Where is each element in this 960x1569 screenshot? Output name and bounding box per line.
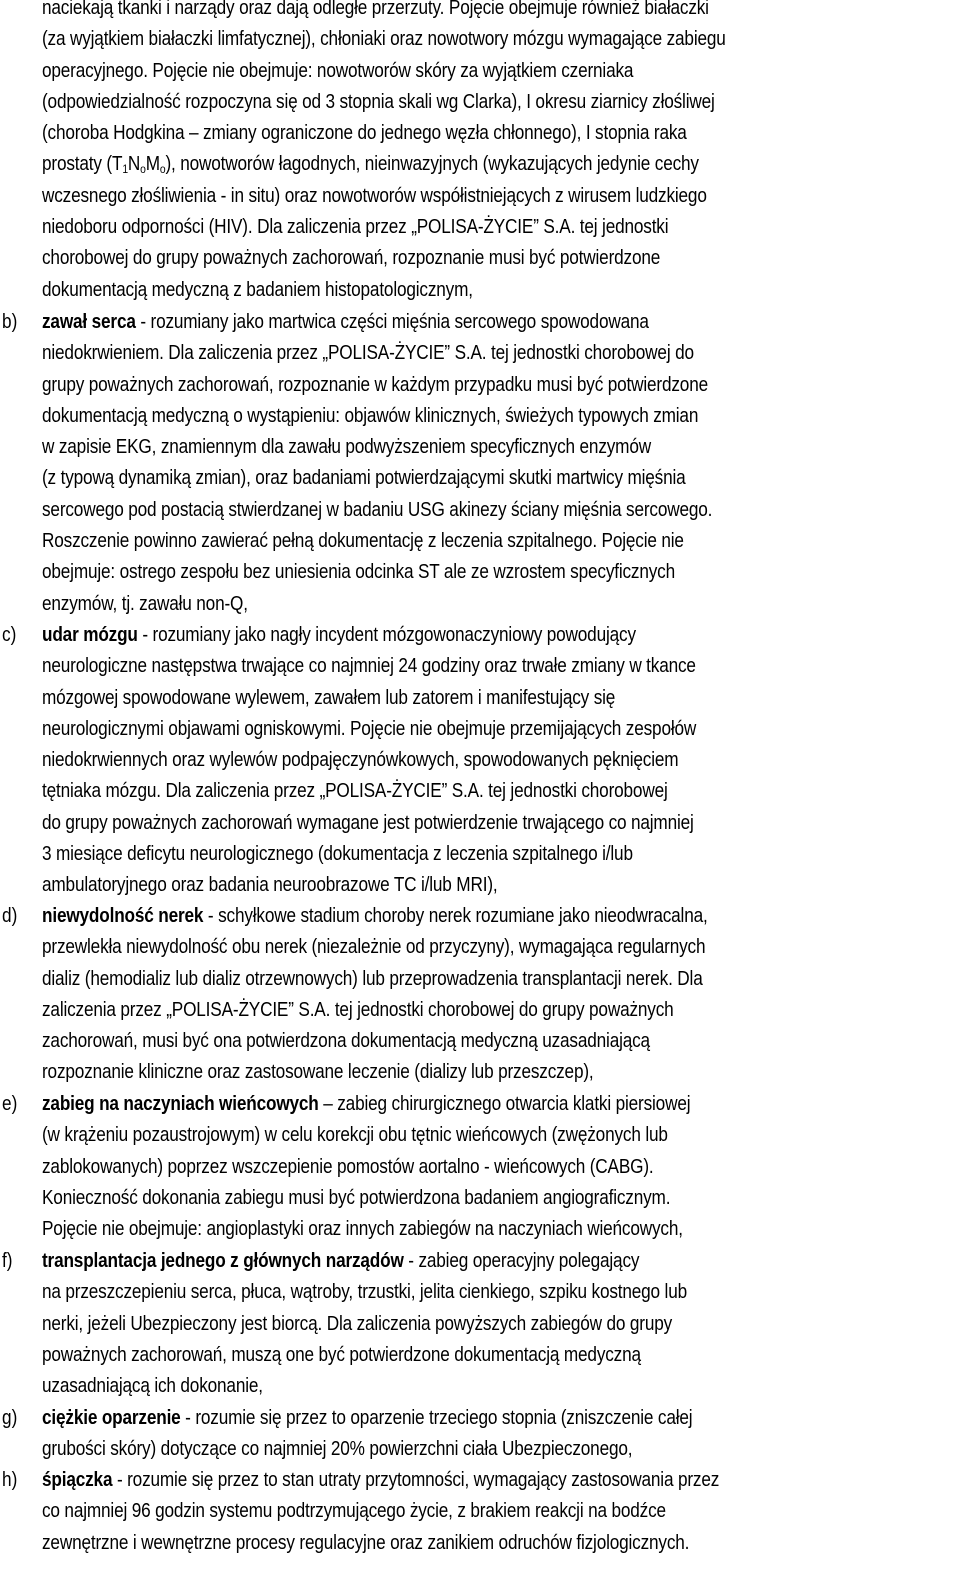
subscript: 1 bbox=[122, 162, 128, 177]
list-marker: b) bbox=[2, 311, 18, 333]
item-line bbox=[42, 620, 828, 651]
item-line: Roszczenie powinno zawierać pełną dokumentację z leczenia szpitalnego. Pojęcie nie bbox=[42, 530, 684, 553]
item-line: rozpoznanie kliniczne oraz zastosowane leczenie (dializy lub przeszczep), bbox=[42, 1061, 594, 1084]
list-marker: f) bbox=[2, 1250, 13, 1272]
item-line: tętniaka mózgu. Dla zaliczenia przez „POLISA-ŻYCIE” S.A. tej jednostki chorobowej bbox=[42, 780, 668, 803]
item-line: poważnych zachorowań, muszą one być potwierdzone dokumentacją medyczną bbox=[42, 1343, 641, 1366]
item-line bbox=[42, 1089, 828, 1120]
intro-line: niedoboru odporności (HIV). Dla zaliczenia przez „POLISA-ŻYCIE” S.A. tej jednostki bbox=[42, 216, 669, 239]
term-label: śpiączka bbox=[42, 1469, 113, 1491]
list-item-text bbox=[42, 620, 956, 902]
item-line: niedokrwiennych oraz wylewów podpajęczynówkowych, spowodowanych pęknięciem bbox=[42, 749, 679, 772]
intro-text: N bbox=[127, 153, 141, 176]
intro-text: ), nowotworów łagodnych, nieinwazyjnych (wykazujących jedynie cechy bbox=[165, 153, 699, 176]
list-item-text bbox=[42, 1465, 956, 1559]
intro-line: operacyjnego. Pojęcie nie obejmuje: nowotworów skóry za wyjątkiem czerniaka bbox=[42, 59, 634, 82]
intro-line: naciekają tkanki i narządy oraz dają odległe przerzuty. Pojęcie obejmuje również białaczki bbox=[42, 0, 709, 19]
item-line: co najmniej 96 godzin systemu podtrzymującego życie, z brakiem reakcji na bodźce bbox=[42, 1500, 666, 1523]
term-label: zabieg na naczyniach wieńcowych bbox=[42, 1093, 319, 1115]
item-line: zablokowanych) poprzez wszczepienie pomostów aortalno - wieńcowych (CABG). bbox=[42, 1155, 654, 1178]
item-line: enzymów, tj. zawału non-Q, bbox=[42, 592, 248, 615]
item-line: sercowego pod postacią stwierdzanej w badaniu USG akinezy ściany mięśnia sercowego. bbox=[42, 498, 713, 521]
intro-line: dokumentacją medyczną z badaniem histopatologicznym, bbox=[42, 278, 473, 301]
item-line: Konieczność dokonania zabiegu musi być potwierdzona badaniem angiograficznym. bbox=[42, 1186, 671, 1209]
list-item-text bbox=[42, 1089, 956, 1245]
item-line bbox=[42, 1403, 828, 1434]
item-line: (z typową dynamiką zmian), oraz badaniami potwierdzającymi skutki martwicy mięśnia bbox=[42, 467, 686, 490]
list-item-text bbox=[42, 1403, 956, 1466]
item-line: uzasadniającą ich dokonanie, bbox=[42, 1375, 263, 1398]
intro-text: prostaty (T bbox=[42, 153, 123, 176]
item-line: nerki, jeżeli Ubezpieczony jest biorcą. Dla zaliczenia powyższych zabiegów do grupy bbox=[42, 1312, 673, 1335]
subscript: o bbox=[140, 162, 146, 177]
item-line bbox=[42, 1465, 828, 1496]
item-line bbox=[42, 901, 828, 932]
subscript: o bbox=[159, 162, 166, 177]
item-line: grupy poważnych zachorowań, rozpoznanie w każdym przypadku musi być potwierdzone bbox=[42, 373, 708, 396]
term-label: zawał serca bbox=[42, 311, 136, 333]
item-text: - rozumie się przez to oparzenie trzeciego stopnia (zniszczenie całej bbox=[180, 1407, 693, 1429]
list-marker: g) bbox=[2, 1407, 18, 1429]
list-item-text bbox=[42, 307, 956, 620]
item-text: - rozumiany jako martwica części mięśnia sercowego spowodowana bbox=[135, 311, 649, 333]
list-marker: c) bbox=[2, 624, 17, 646]
item-line: na przeszczepieniu serca, płuca, wątroby, trzustki, jelita cienkiego, szpiku kostnego lub bbox=[42, 1281, 687, 1304]
intro-line: (za wyjątkiem białaczki limfatycznej), chłoniaki oraz nowotwory mózgu wymagające zabiegu bbox=[42, 28, 726, 51]
item-line: 3 miesiące deficytu neurologicznego (dokumentacja z leczenia szpitalnego i/lub bbox=[42, 843, 633, 866]
intro-line: wczesnego złośliwienia - in situ) oraz nowotworów współistniejących z wirusem ludzkiego bbox=[42, 184, 707, 207]
item-line: niedokrwieniem. Dla zaliczenia przez „POLISA-ŻYCIE” S.A. tej jednostki chorobowej do bbox=[42, 342, 694, 365]
term-label: niewydolność nerek bbox=[42, 905, 204, 927]
intro-paragraph bbox=[42, 0, 956, 306]
item-line bbox=[42, 1246, 828, 1277]
item-line: (w krążeniu pozaustrojowym) w celu korekcji obu tętnic wieńcowych (zwężonych lub bbox=[42, 1124, 668, 1147]
intro-line bbox=[42, 149, 828, 180]
item-text: - zabieg operacyjny polegający bbox=[403, 1250, 640, 1272]
item-text: – zabieg chirurgicznego otwarcia klatki piersiowej bbox=[318, 1093, 691, 1115]
intro-line: (choroba Hodgkina – zmiany ograniczone do jednego węzła chłonnego), I stopnia raka bbox=[42, 122, 687, 145]
item-line: grubości skóry) dotyczące co najmniej 20% powierzchni ciała Ubezpieczonego, bbox=[42, 1438, 633, 1461]
item-line: ambulatoryjnego oraz badania neuroobrazowe TC i/lub MRI), bbox=[42, 874, 498, 897]
intro-text: M bbox=[145, 153, 160, 176]
item-line: dokumentacją medyczną o wystąpieniu: objawów klinicznych, świeżych typowych zmian bbox=[42, 404, 699, 427]
list-item-text bbox=[42, 901, 956, 1089]
item-line: zaliczenia przez „POLISA-ŻYCIE” S.A. tej jednostki chorobowej do grupy poważnych bbox=[42, 998, 674, 1021]
item-line: neurologicznymi objawami ogniskowymi. Pojęcie nie obejmuje przemijających zespołów bbox=[42, 717, 697, 740]
item-line: neurologiczne następstwa trwające co najmniej 24 godziny oraz trwałe zmiany w tkance bbox=[42, 655, 696, 678]
item-line: zewnętrzne i wewnętrzne procesy regulacyjne oraz zanikiem odruchów fizjologicznych. bbox=[42, 1531, 690, 1554]
item-line: w zapisie EKG, znamiennym dla zawału podwyższeniem specyficznych enzymów bbox=[42, 436, 651, 459]
list-marker: h) bbox=[2, 1469, 18, 1491]
term-label: transplantacja jednego z głównych narządów bbox=[42, 1250, 404, 1272]
item-line: zachorowań, musi być ona potwierdzona dokumentacją medyczną uzasadniającą bbox=[42, 1030, 650, 1053]
list-marker: d) bbox=[2, 905, 18, 927]
item-line: Pojęcie nie obejmuje: angioplastyki oraz innych zabiegów na naczyniach wieńcowych, bbox=[42, 1218, 683, 1241]
item-line: do grupy poważnych zachorowań wymagane jest potwierdzenie trwającego co najmniej bbox=[42, 811, 694, 834]
item-line: dializ (hemodializ lub dializ otrzewnowych) lub przeprowadzenia transplantacji nerek. Dla bbox=[42, 967, 703, 990]
list-marker: e) bbox=[2, 1093, 18, 1115]
intro-line: (odpowiedzialność rozpoczyna się od 3 stopnia skali wg Clarka), I okresu ziarnicy złośliwej bbox=[42, 90, 715, 113]
item-text: - rozumie się przez to stan utraty przytomności, wymagający zastosowania przez bbox=[112, 1469, 720, 1491]
list-item-text bbox=[42, 1246, 956, 1402]
item-text: - rozumiany jako nagły incydent mózgowonaczyniowy powodujący bbox=[137, 624, 636, 646]
item-line: mózgowej spowodowane wylewem, zawałem lub zatorem i manifestujący się bbox=[42, 686, 616, 709]
item-line bbox=[42, 307, 828, 338]
item-line: obejmuje: ostrego zespołu bez uniesienia odcinka ST ale ze wzrostem specyficznych bbox=[42, 561, 676, 584]
term-label: udar mózgu bbox=[42, 624, 138, 646]
item-text: - schyłkowe stadium choroby nerek rozumiane jako nieodwracalna, bbox=[203, 905, 708, 927]
term-label: ciężkie oparzenie bbox=[42, 1407, 181, 1429]
item-line: przewlekła niewydolność obu nerek (niezależnie od przyczyny), wymagająca regularnych bbox=[42, 936, 706, 959]
intro-line: chorobowej do grupy poważnych zachorowań, rozpoznanie musi być potwierdzone bbox=[42, 247, 661, 270]
